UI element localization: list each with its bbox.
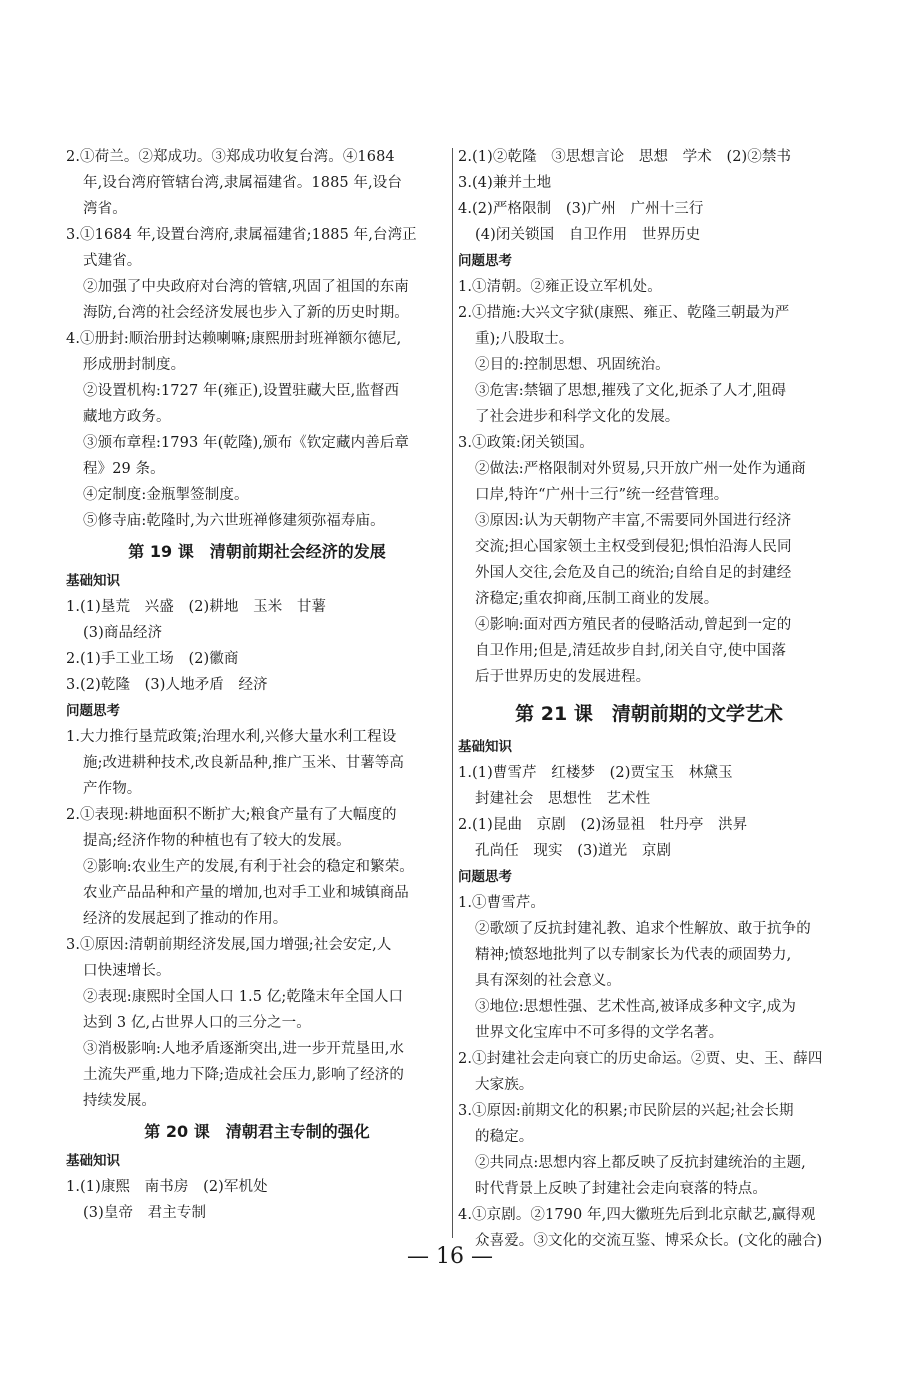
lesson-title: 第 20 课 清朝君主专制的强化 xyxy=(144,1122,370,1141)
section-heading: 问题思考 xyxy=(458,869,512,885)
answer-line: 2.①荷兰。②郑成功。③郑成功收复台湾。④1684 xyxy=(66,149,395,165)
sub-answer-line: ②设置机构:1727 年(雍正),设置驻藏大臣,监督西 xyxy=(83,383,400,399)
page-number: — 16 — xyxy=(407,1244,493,1269)
text-line-continued: (3)皇帝 君主专制 xyxy=(83,1205,207,1221)
text-line-continued: 经济的发展起到了推动的作用。 xyxy=(83,911,288,927)
lesson-title: 第 21 课 清朝前期的文学艺术 xyxy=(515,703,783,725)
sub-answer-line: ②共同点:思想内容上都反映了反抗封建统治的主题, xyxy=(475,1155,806,1171)
sub-answer-line: ②表现:康熙时全国人口 1.5 亿;乾隆末年全国人口 xyxy=(83,989,404,1005)
text-line-continued: 的稳定。 xyxy=(475,1129,534,1145)
sub-answer-line: ②目的:控制思想、巩固统治。 xyxy=(475,357,670,373)
answer-line: 1.大力推行垦荒政策;治理水利,兴修大量水利工程设 xyxy=(66,729,397,745)
answer-line: 4.①京剧。②1790 年,四大徽班先后到北京献艺,赢得观 xyxy=(458,1207,816,1223)
answer-line: 1.(1)康熙 南书房 (2)军机处 xyxy=(66,1179,268,1195)
answer-line: 3.(4)兼并土地 xyxy=(458,175,552,191)
text-line-continued: 形成册封制度。 xyxy=(83,357,186,373)
text-line-continued: 孔尚任 现实 (3)道光 京剧 xyxy=(475,843,672,859)
text-line-continued: 年,设台湾府管辖台湾,隶属福建省。1885 年,设台 xyxy=(83,175,402,191)
answer-line: 2.(1)手工业工场 (2)徽商 xyxy=(66,651,239,667)
left-column xyxy=(66,144,448,1226)
text-line-continued: 大家族。 xyxy=(475,1077,534,1093)
text-line-continued: (3)商品经济 xyxy=(83,625,163,641)
sub-answer-line: ②加强了中央政府对台湾的管辖,巩固了祖国的东南 xyxy=(83,279,409,295)
text-line-continued: 农业产品品种和产量的增加,也对手工业和城镇商品 xyxy=(83,885,409,901)
sub-answer-line: ⑤修寺庙:乾隆时,为六世班禅修建须弥福寿庙。 xyxy=(83,513,385,529)
text-line-continued: 济稳定;重农抑商,压制工商业的发展。 xyxy=(475,591,719,607)
column-divider xyxy=(452,148,453,1238)
text-line-continued: 藏地方政务。 xyxy=(83,409,171,425)
text-line-continued: 了社会进步和科学文化的发展。 xyxy=(475,409,680,425)
sub-answer-line: ④影响:面对西方殖民者的侵略活动,曾起到一定的 xyxy=(475,617,792,633)
sub-answer-line: ④定制度:金瓶掣签制度。 xyxy=(83,487,249,503)
answer-line: 1.①曹雪芹。 xyxy=(458,895,546,911)
answer-line: 3.①原因:前期文化的积累;市民阶层的兴起;社会长期 xyxy=(458,1103,794,1119)
text-line-continued: 自卫作用;但是,清廷故步自封,闭关自守,使中国落 xyxy=(475,643,787,659)
text-line-continued: (4)闭关锁国 自卫作用 世界历史 xyxy=(475,227,701,243)
right-column xyxy=(458,144,840,1254)
lesson-title: 第 19 课 清朝前期社会经济的发展 xyxy=(128,542,386,561)
section-heading: 问题思考 xyxy=(458,253,512,269)
sub-answer-line: ③地位:思想性强、艺术性高,被译成多种文字,成为 xyxy=(475,999,797,1015)
text-line-continued: 提高;经济作物的种植也有了较大的发展。 xyxy=(83,833,351,849)
text-line-continued: 世界文化宝库中不可多得的文学名著。 xyxy=(475,1025,724,1041)
text-line-continued: 交流;担心国家领土主权受到侵犯;惧怕沿海人民同 xyxy=(475,539,792,555)
text-line-continued: 持续发展。 xyxy=(83,1093,156,1109)
text-line-continued: 程》29 条。 xyxy=(83,461,165,477)
text-line-continued: 重);八股取士。 xyxy=(475,331,574,347)
sub-answer-line: ③消极影响:人地矛盾逐渐突出,进一步开荒垦田,水 xyxy=(83,1041,405,1057)
text-line-continued: 土流失严重,地力下降;造成社会压力,影响了经济的 xyxy=(83,1067,405,1083)
answer-line: 2.①表现:耕地面积不断扩大;粮食产量有了大幅度的 xyxy=(66,807,397,823)
text-line-continued: 外国人交往,会危及自己的统治;自给自足的封建经 xyxy=(475,565,792,581)
section-heading: 问题思考 xyxy=(66,703,120,719)
text-line-continued: 施;改进耕种技术,改良新品种,推广玉米、甘薯等高 xyxy=(83,755,405,771)
text-line-continued: 精神;愤怒地批判了以专制家长为代表的顽固势力, xyxy=(475,947,792,963)
sub-answer-line: ③危害:禁锢了思想,摧残了文化,扼杀了人才,阻碍 xyxy=(475,383,787,399)
answer-line: 4.(2)严格限制 (3)广州 广州十三行 xyxy=(458,201,704,217)
text-line-continued: 式建省。 xyxy=(83,253,142,269)
text-line-continued: 具有深刻的社会意义。 xyxy=(475,973,621,989)
section-heading: 基础知识 xyxy=(66,1153,120,1169)
text-line-continued: 封建社会 思想性 艺术性 xyxy=(475,791,651,807)
answer-line: 1.(1)曹雪芹 红楼梦 (2)贾宝玉 林黛玉 xyxy=(458,765,733,781)
text-line-continued: 口快速增长。 xyxy=(83,963,171,979)
answer-line: 2.①封建社会走向衰亡的历史命运。②贾、史、王、薛四 xyxy=(458,1051,823,1067)
text-line-continued: 众喜爱。③文化的交流互鉴、博采众长。(文化的融合) xyxy=(475,1233,823,1249)
sub-answer-line: ③颁布章程:1793 年(乾隆),颁布《钦定藏内善后章 xyxy=(83,435,410,451)
text-line-continued: 达到 3 亿,占世界人口的三分之一。 xyxy=(83,1015,311,1031)
answer-line: 2.(1)②乾隆 ③思想言论 思想 学术 (2)②禁书 xyxy=(458,149,792,165)
text-line-continued: 产作物。 xyxy=(83,781,142,797)
text-line-continued: 海防,台湾的社会经济发展也步入了新的历史时期。 xyxy=(83,305,409,321)
sub-answer-line: ②影响:农业生产的发展,有利于社会的稳定和繁荣。 xyxy=(83,859,414,875)
section-heading: 基础知识 xyxy=(458,739,512,755)
text-line-continued: 湾省。 xyxy=(83,201,127,217)
answer-line: 2.(1)昆曲 京剧 (2)汤显祖 牡丹亭 洪昇 xyxy=(458,817,748,833)
sub-answer-line: ③原因:认为天朝物产丰富,不需要同外国进行经济 xyxy=(475,513,792,529)
answer-line: 3.①原因:清朝前期经济发展,国力增强;社会安定,人 xyxy=(66,937,392,953)
text-line-continued: 后于世界历史的发展进程。 xyxy=(475,669,651,685)
text-line-continued: 时代背景上反映了封建社会走向衰落的特点。 xyxy=(475,1181,767,1197)
sub-answer-line: ②歌颂了反抗封建礼教、追求个性解放、敢于抗争的 xyxy=(475,921,811,937)
answer-line: 3.(2)乾隆 (3)人地矛盾 经济 xyxy=(66,677,268,693)
answer-line: 3.①政策:闭关锁国。 xyxy=(458,435,594,451)
answer-line: 3.①1684 年,设置台湾府,隶属福建省;1885 年,台湾正 xyxy=(66,227,417,243)
answer-line: 4.①册封:顺治册封达赖喇嘛;康熙册封班禅额尔德尼, xyxy=(66,331,402,347)
sub-answer-line: ②做法:严格限制对外贸易,只开放广州一处作为通商 xyxy=(475,461,806,477)
answer-line: 1.①清朝。②雍正设立军机处。 xyxy=(458,279,662,295)
answer-line: 2.①措施:大兴文字狱(康熙、雍正、乾隆三朝最为严 xyxy=(458,305,790,321)
section-heading: 基础知识 xyxy=(66,573,120,589)
text-line-continued: 口岸,特许“广州十三行”统一经营管理。 xyxy=(475,487,729,503)
answer-line: 1.(1)垦荒 兴盛 (2)耕地 玉米 甘薯 xyxy=(66,599,327,615)
